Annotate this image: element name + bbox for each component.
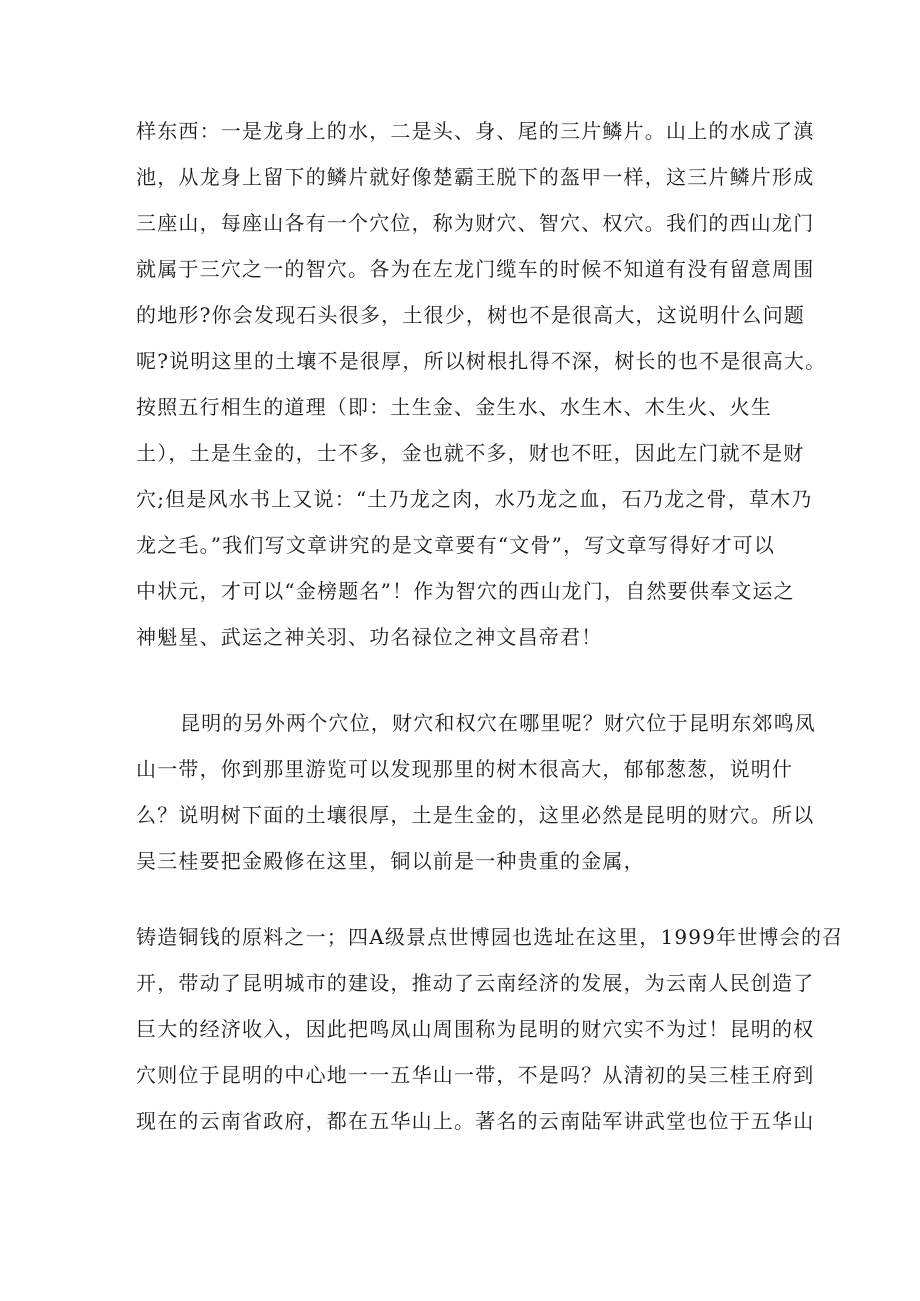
text-line: 山一带，你到那里游览可以发现那里的树木很高大，郁郁葱葱，说明什 xyxy=(136,757,794,781)
text-line: 按照五行相生的道理（即：土生金、金生水、水生木、木生火、火生 xyxy=(136,395,772,419)
text-line: 穴则位于昆明的中心地一一五华山一带，不是吗？从清初的吴三桂王府到 xyxy=(136,1063,815,1087)
paragraph-quan-xue xyxy=(136,914,844,1144)
text-line: 昆明的另外两个穴位，财穴和权穴在哪里呢？财穴位于昆明东郊鸣凤 xyxy=(180,711,816,735)
text-line: 池，从龙身上留下的鳞片就好像楚霸王脱下的盔甲一样，这三片鳞片形成 xyxy=(136,165,815,189)
text-line: 中状元，才可以“金榜题名”！作为智穴的西山龙门，自然要供奉文运之 xyxy=(136,579,795,603)
text-line: 的地形?你会发现石头很多，土很少，树也不是很高大，这说明什么问题 xyxy=(136,303,806,327)
text-line: 么？说明树下面的土壤很厚，土是生金的，这里必然是昆明的财穴。所以 xyxy=(136,803,815,827)
text-line: 开，带动了昆明城市的建设，推动了云南经济的发展，为云南人民创造了 xyxy=(136,971,815,995)
text-line: 巨大的经济收入，因此把鸣凤山周围称为昆明的财穴实不为过！昆明的权 xyxy=(136,1017,815,1041)
text-line: 穴;但是风水书上又说：“土乃龙之肉，水乃龙之血，石乃龙之骨，草木乃 xyxy=(136,487,813,511)
paragraph-xishan-longmen xyxy=(136,108,827,660)
text-line: 吴三桂要把金殿修在这里，铜以前是一种贵重的金属， xyxy=(136,849,645,873)
text-line: 龙之毛。”我们写文章讲究的是文章要有“文骨”，写文章写得好才可以 xyxy=(136,533,776,557)
text-line: 铸造铜钱的原料之一；四A级景点世博园也选址在这里，1999年世博会的召 xyxy=(136,925,844,949)
text-line: 现在的云南省政府，都在五华山上。著名的云南陆军讲武堂也位于五华山 xyxy=(136,1109,815,1133)
text-line: 呢?说明这里的土壤不是很厚，所以树根扎得不深，树长的也不是很高大。 xyxy=(136,349,827,373)
text-line: 就属于三穴之一的智穴。各为在左龙门缆车的时候不知道有没有留意周围 xyxy=(136,257,815,281)
text-line: 土），土是生金的，士不多，金也就不多，财也不旺，因此左门就不是财 xyxy=(136,441,805,465)
text-line: 样东西：一是龙身上的水，二是头、身、尾的三片鳞片。山上的水成了滇 xyxy=(136,119,815,143)
text-line: 三座山，每座山各有一个穴位，称为财穴、智穴、权穴。我们的西山龙门 xyxy=(136,211,815,235)
paragraph-cai-xue xyxy=(136,700,816,884)
text-line: 神魁星、武运之神关羽、功名禄位之神文昌帝君！ xyxy=(136,625,603,649)
